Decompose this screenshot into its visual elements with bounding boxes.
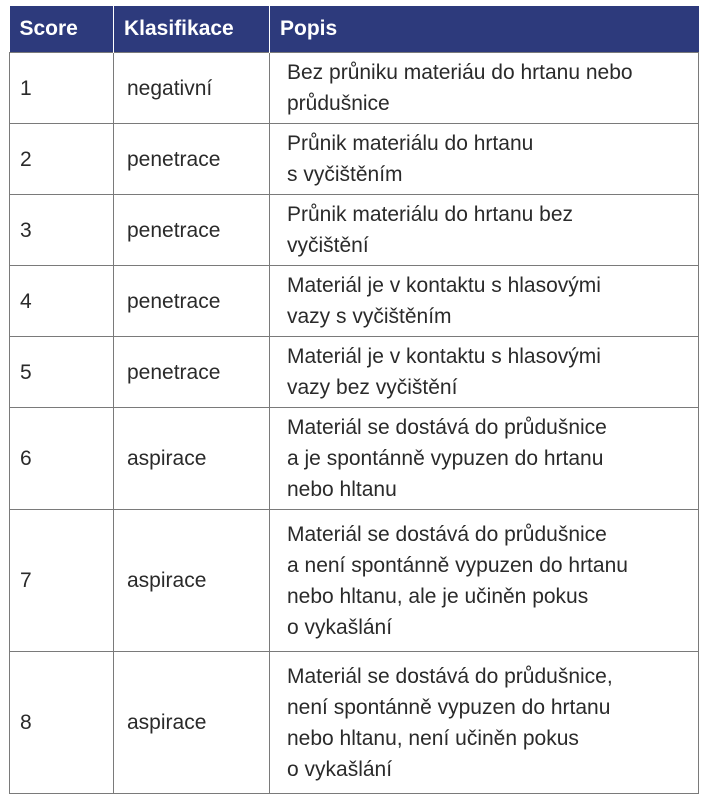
popis-cell: Průnik materiálu do hrtanu s vyčištěním — [270, 124, 699, 195]
klasifikace-cell: penetrace — [114, 195, 270, 266]
score-cell: 7 — [10, 510, 114, 652]
table-row — [10, 195, 699, 266]
klasifikace-cell: negativní — [114, 53, 270, 124]
table-row — [10, 53, 699, 124]
klasifikace-cell: aspirace — [114, 652, 270, 794]
score-cell: 2 — [10, 124, 114, 195]
table-row — [10, 652, 699, 794]
table-row — [10, 408, 699, 510]
table-row — [10, 266, 699, 337]
table-row — [10, 337, 699, 408]
score-cell: 3 — [10, 195, 114, 266]
score-cell: 1 — [10, 53, 114, 124]
score-cell: 6 — [10, 408, 114, 510]
popis-cell: Materiál se dostává do průdušnice a není spontánně vypuzen do hrtanu nebo hltanu, ale je učiněn pokus o vykašlání — [270, 510, 699, 652]
popis-cell: Průnik materiálu do hrtanu bez vyčištění — [270, 195, 699, 266]
penetration-aspiration-table-container — [9, 6, 699, 794]
klasifikace-cell: aspirace — [114, 408, 270, 510]
header-klasifikace: Klasifikace — [114, 6, 270, 53]
header-score: Score — [10, 6, 114, 53]
header-row — [10, 6, 699, 53]
table-header — [10, 6, 699, 53]
score-cell: 4 — [10, 266, 114, 337]
klasifikace-cell: aspirace — [114, 510, 270, 652]
klasifikace-cell: penetrace — [114, 266, 270, 337]
score-cell: 5 — [10, 337, 114, 408]
table-body — [10, 53, 699, 794]
klasifikace-cell: penetrace — [114, 337, 270, 408]
table-row — [10, 510, 699, 652]
popis-cell: Materiál je v kontaktu s hlasovými vazy s vyčištěním — [270, 266, 699, 337]
popis-cell: Bez průniku materiáu do hrtanu nebo průdušnice — [270, 53, 699, 124]
header-popis: Popis — [270, 6, 699, 53]
popis-cell: Materiál se dostává do průdušnice, není spontánně vypuzen do hrtanu nebo hltanu, není učiněn pokus o vykašlání — [270, 652, 699, 794]
popis-cell: Materiál je v kontaktu s hlasovými vazy bez vyčištění — [270, 337, 699, 408]
popis-cell: Materiál se dostává do průdušnice a je spontánně vypuzen do hrtanu nebo hltanu — [270, 408, 699, 510]
table-row — [10, 124, 699, 195]
klasifikace-cell: penetrace — [114, 124, 270, 195]
score-cell: 8 — [10, 652, 114, 794]
penetration-aspiration-table — [9, 6, 699, 794]
